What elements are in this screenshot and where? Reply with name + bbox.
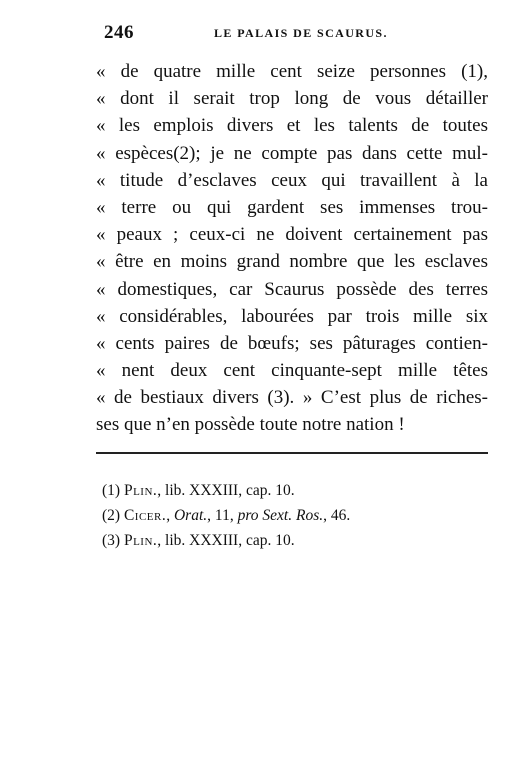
text-line: « nent deux cent cinquante-sept mille têtes (96, 360, 488, 382)
text-line: ses que n’en possède toute notre nation ! (96, 414, 405, 436)
running-head: LE PALAIS DE SCAURUS. (214, 26, 388, 40)
footnote: (2) Cicer., Orat., 11, pro Sext. Ros., 46. (102, 507, 351, 524)
text-line: « titude d’esclaves ceux qui travaillent à la (96, 169, 488, 191)
footnote-reference: , lib. XXXIII, cap. 10. (157, 532, 295, 549)
text-line: « de quatre mille cent seize personnes (1), (96, 61, 488, 82)
text-line: « peaux ; ceux-ci ne doivent certainement pas (96, 224, 488, 246)
footnote (102, 528, 482, 553)
footnote-author: Plin. (123, 532, 158, 549)
footnote (102, 478, 482, 503)
page-header (104, 22, 488, 46)
text-line: « cents paires de bœufs; ses pâturages contien- (96, 332, 488, 354)
text-line: « espèces(2); je ne compte pas dans cette mul- (96, 142, 488, 164)
page-number: 246 (104, 22, 134, 43)
text-line: « de bestiaux divers (3). » C’est plus de riches- (96, 387, 488, 409)
footnotes (102, 478, 482, 553)
text-line: « dont il serait trop long de vous détailler (96, 88, 488, 110)
footnote-author: Cicer. (123, 507, 167, 524)
footnote-reference-mid: , 11, (207, 507, 238, 524)
text-line: « être en moins grand nombre que les esclaves (96, 251, 488, 273)
footnote-marker: (2) (102, 507, 121, 524)
text-line: « les emplois divers et les talents de toutes (96, 115, 488, 137)
footnote-divider (96, 452, 488, 454)
footnote-reference: , 46. (323, 507, 351, 524)
text-line: « terre ou qui gardent ses immenses trou- (96, 196, 488, 218)
text-line: « considérables, labourées par trois mille six (96, 305, 488, 327)
footnote-author: Plin. (123, 482, 158, 499)
footnote-work: Orat. (173, 507, 208, 524)
footnote-marker: (3) (102, 532, 121, 549)
text-line: « domestiques, car Scaurus possède des terres (96, 278, 488, 300)
footnote-marker: (1) (102, 482, 121, 499)
footnote-work-secondary: pro Sext. Ros. (237, 507, 324, 524)
body-text (96, 58, 488, 439)
footnote-reference: , lib. XXXIII, cap. 10. (157, 482, 295, 499)
